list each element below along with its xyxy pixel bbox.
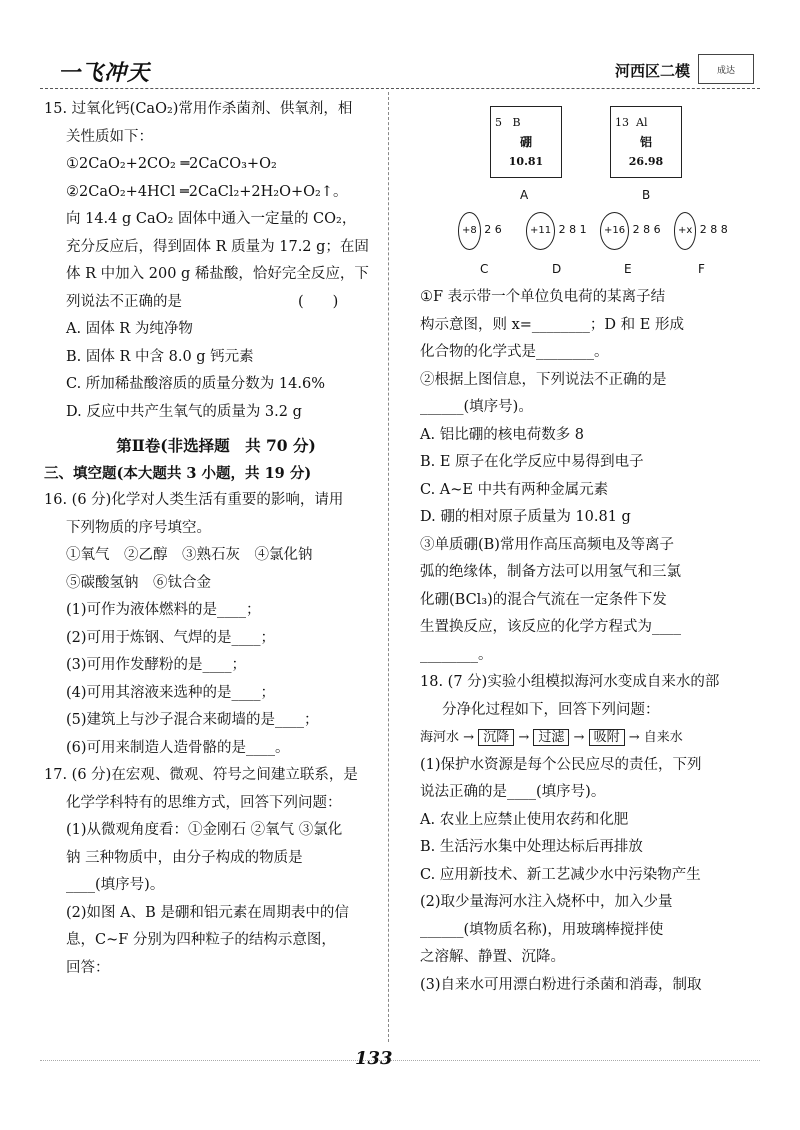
periodic-cell-aluminum [610, 106, 682, 178]
text-line: ①F 表示带一个单位负电荷的某离子结 [420, 289, 666, 305]
page-header [40, 50, 760, 86]
atom-c: +8 2 6 [458, 212, 502, 250]
label-a: A [520, 188, 529, 202]
question-17 [44, 762, 388, 982]
text-line: (6)可用来制造人造骨骼的是____。 [66, 739, 290, 756]
right-column [420, 96, 760, 999]
boron-mass: 10.81 [508, 154, 544, 168]
text-line: 16. (6 分)化学对人类生活有重要的影响，请用 [44, 492, 344, 508]
boron-number-symbol: 5 B [495, 116, 521, 129]
purification-flow: 海河水 → 沉降 → 过滤 → 吸附 → 自来水 [420, 730, 683, 745]
text-line: 化硼(BCl₃)的混合气流在一定条件下发 [420, 591, 667, 608]
element-figure [420, 96, 760, 346]
left-column [44, 96, 388, 982]
atom-d: +11 2 8 1 [526, 212, 587, 250]
text-line: ①2CaO₂+2CO₂ ═2CaCO₃+O₂ [66, 156, 277, 172]
text-line: A. 农业上应禁止使用农药和化肥 [420, 811, 629, 828]
text-line: 弧的绝缘体，制备方法可以用氢气和三氯 [420, 564, 681, 580]
text-line: (3)自来水可用漂白粉进行杀菌和消毒，制取 [420, 976, 702, 993]
question-18 [420, 669, 760, 724]
flow-step-1: 沉降 [478, 729, 514, 746]
text-line: 之溶解、静置、沉降。 [420, 949, 565, 965]
text-line: 生置换反应，该反应的化学方程式为____ [420, 619, 681, 635]
text-line: D. 反应中共产生氧气的质量为 3.2 g [66, 403, 302, 420]
stamp: 成达 [698, 54, 754, 84]
text-line: (3)可用作发酵粉的是____； [66, 657, 247, 673]
text-line: 17. (6 分)在宏观、微观、符号之间建立联系，是 [44, 767, 358, 783]
text-line: (1)保护水资源是每个公民应尽的责任，下列 [420, 756, 702, 773]
column-divider [388, 92, 389, 1042]
label-c: C [480, 262, 489, 276]
text-line: (2)如图 A、B 是硼和铝元素在周期表中的信 [66, 904, 349, 921]
text-line: ____(填序号)。 [66, 877, 165, 893]
text-line: D. 硼的相对原子质量为 10.81 g [420, 509, 631, 525]
flow-step-3: 吸附 [589, 729, 625, 746]
text-line: 化合物的化学式是________。 [420, 344, 609, 360]
text-line: 关性质如下： [66, 128, 153, 145]
text-line: ③单质硼(B)常用作高压高频电及等离子 [420, 536, 674, 553]
text-line: 下列物质的序号填空。 [66, 519, 211, 536]
text-line: 分净化过程如下，回答下列问题： [442, 701, 660, 718]
text-line: 息，C~F 分别为四种粒子的结构示意图， [66, 932, 336, 948]
text-line: (2)可用于炼钢、气焊的是____； [66, 629, 276, 646]
text-line: 18. (7 分)实验小组模拟海河水变成自来水的部 [420, 674, 720, 690]
text-line: C. A~E 中共有两种金属元素 [420, 481, 609, 498]
text-line: (1)可作为液体燃料的是____； [66, 602, 261, 618]
text-line: 化学学科特有的思维方式，回答下列问题： [66, 794, 342, 811]
label-d: D [552, 262, 562, 276]
text-line: 充分反应后，得到固体 R 质量为 17.2 g；在固 [66, 238, 369, 255]
flow-result: 自来水 [643, 730, 683, 745]
header-divider [40, 88, 760, 89]
aluminum-number-symbol: 13 Al [615, 116, 648, 129]
text-line: C. 应用新技术、新工艺减少水中污染物产生 [420, 866, 701, 883]
text-line: ________。 [420, 646, 493, 663]
text-line: 体 R 中加入 200 g 稀盐酸，恰好完全反应，下 [66, 266, 369, 282]
text-line: 说法正确的是____(填序号)。 [420, 784, 606, 800]
atom-e: +16 2 8 6 [600, 212, 661, 250]
text-line: B. E 原子在化学反应中易得到电子 [420, 454, 644, 470]
exam-title: 河西区二模 [614, 62, 690, 80]
text-line: A. 铝比硼的核电荷数多 8 [420, 426, 585, 443]
periodic-cell-boron [490, 106, 562, 178]
text-line: ②2CaO₂+4HCl ═2CaCl₂+2H₂O+O₂↑。 [66, 183, 348, 200]
label-b: B [642, 188, 651, 202]
text-line: 列说法不正确的是 ( ) [66, 293, 339, 310]
text-line: (2)取少量海河水注入烧杯中，加入少量 [420, 894, 673, 910]
text-line: 15. 过氧化钙(CaO₂)常用作杀菌剂、供氧剂，相 [44, 101, 353, 117]
part-2-heading: 第Ⅱ卷(非选择题 共 70 分) [116, 436, 316, 455]
flow-source: 海河水 [420, 730, 460, 745]
page-number: 133 [355, 1048, 393, 1069]
question-16 [44, 487, 388, 762]
text-line: ①氧气 ②乙醇 ③熟石灰 ④氯化钠 [66, 547, 313, 563]
text-line: B. 固体 R 中含 8.0 g 钙元素 [66, 348, 254, 365]
text-line: 向 14.4 g CaO₂ 固体中通入一定量的 CO₂， [66, 211, 357, 227]
boron-name: 硼 [519, 135, 532, 149]
question-15 [44, 96, 388, 426]
text-line: 构示意图，则 x=________；D 和 E 形成 [420, 316, 684, 333]
text-line: (4)可用其溶液来选种的是____； [66, 684, 276, 701]
footer-line [40, 1060, 760, 1061]
text-line: ______(填物质名称)，用玻璃棒搅拌使 [420, 921, 664, 938]
text-line: (1)从微观角度看：①金刚石 ②氧气 ③氯化 [66, 822, 343, 838]
section-3-heading: 三、填空题(本大题共 3 小题，共 19 分) [44, 464, 312, 482]
text-line: 钠 三种物质中，由分子构成的物质是 [66, 849, 303, 866]
label-e: E [624, 262, 632, 276]
text-line: B. 生活污水集中处理达标后再排放 [420, 839, 643, 855]
text-line: ______(填序号)。 [420, 399, 533, 415]
text-line: 回答： [66, 959, 110, 976]
aluminum-mass: 26.98 [628, 154, 664, 168]
text-line: ⑤碳酸氢钠 ⑥钛合金 [66, 574, 211, 591]
question-18-parts [420, 752, 760, 1000]
atom-f: +x 2 8 8 [674, 212, 728, 250]
label-f: F [698, 262, 705, 276]
text-line: ②根据上图信息，下列说法不正确的是 [420, 371, 667, 388]
text-line: C. 所加稀盐酸溶质的质量分数为 14.6% [66, 376, 325, 392]
brand-logo: 一飞冲天 [58, 60, 151, 86]
text-line: (5)建筑上与沙子混合来砌墙的是____； [66, 712, 319, 728]
text-line: A. 固体 R 为纯净物 [66, 321, 193, 337]
flow-step-2: 过滤 [533, 729, 569, 746]
aluminum-name: 铝 [639, 135, 652, 149]
